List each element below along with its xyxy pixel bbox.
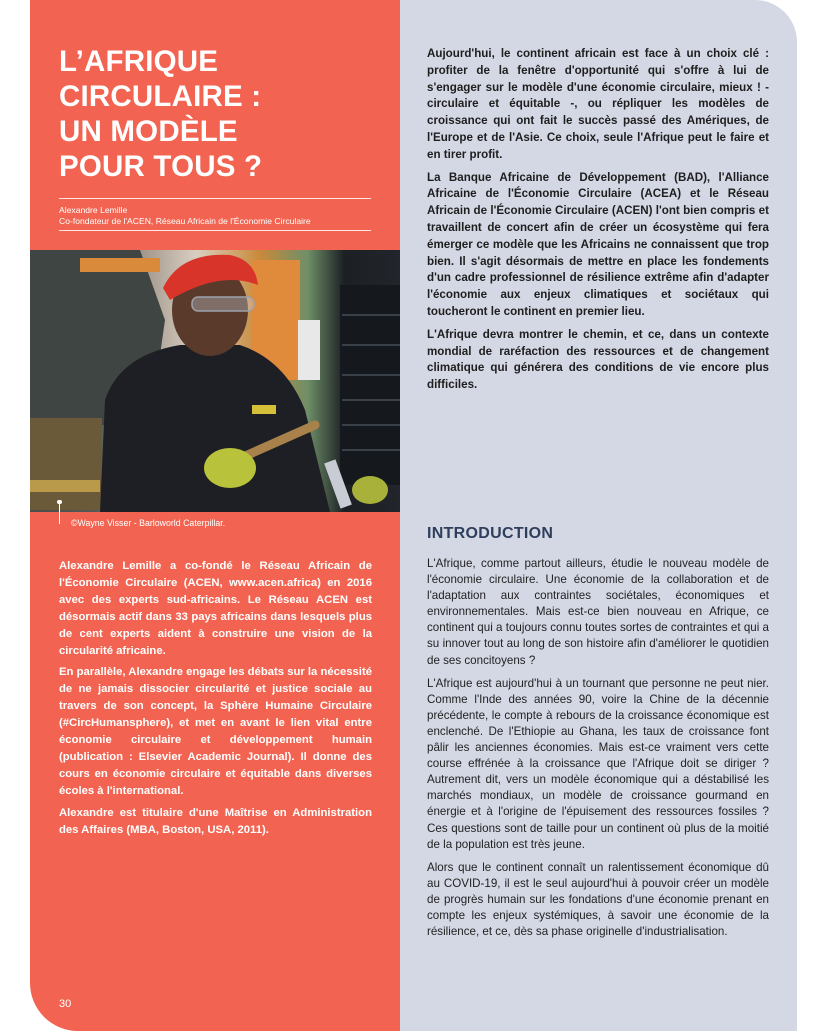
- yellow-glove: [352, 476, 388, 504]
- title-line: POUR TOUS ?: [59, 150, 263, 183]
- photo-credit: ©Wayne Visser - Barloworld Caterpillar.: [71, 518, 226, 528]
- author-bio: [59, 558, 372, 844]
- author-name: Alexandre Lemille: [59, 205, 128, 215]
- intro-paragraph: L'Afrique, comme partout ailleurs, étudie le nouveau modèle de l'économie circulaire. Une économie de la collaboration et de l'adaptation aux contraintes sociétales, économiques et environnementales. Mais est-ce bien nouveau en Afrique, ce continent qui a toujours connu toutes sortes de contraintes et qui a su innover tout au long de son histoire afin d'améliorer le quotidien de ses concitoyens ?: [427, 557, 769, 667]
- background-beam: [80, 258, 160, 272]
- author-block: [59, 205, 311, 227]
- yellow-glove: [204, 448, 256, 488]
- lead-paragraph: Aujourd'hui, le continent africain est face à un choix clé : profiter de la fenêtre d'opportunité qui s'offre à lui de s'engager sur le modèle d'une économie circulaire, mieux ! - circulaire et équitable -, ou répliquer les modèles de croissance qui ont fait le succès passé des Amériques, de l'Europe et de l'Asie. Ce choix, seule l'Afrique peut le faire et en tirer profit.: [427, 47, 769, 161]
- lead-paragraph: L'Afrique devra montrer le chemin, et ce, dans un contexte mondial de raréfaction des ressources et de changement climatique qui générera des conditions de vie encore plus difficiles.: [427, 327, 769, 392]
- right-panel: [400, 0, 797, 1031]
- machine-base: [30, 418, 102, 510]
- worker-photo: [30, 250, 400, 512]
- jacket-badge: [252, 405, 276, 414]
- title-line: CIRCULAIRE :: [59, 80, 262, 113]
- bio-paragraph: En parallèle, Alexandre engage les débats sur la nécessité de ne jamais dissocier circularité et justice sociale au travers de son concept, la Sphère Humaine Circulaire (#CircHumansphere), et met en avant le lien vital entre économie circulaire et développement humain (publication : Elsevier Academic Journal). Il donne des cours en économie circulaire et équitable dans diverses écoles à l'international.: [59, 666, 372, 797]
- section-heading-introduction: INTRODUCTION: [427, 525, 554, 542]
- lead-text: [427, 46, 769, 400]
- article-title: [59, 44, 389, 184]
- bio-paragraph: Alexandre est titulaire d'une Maîtrise en Administration des Affaires (MBA, Boston, USA, 2011).: [59, 806, 372, 836]
- page-number: 30: [59, 998, 72, 1010]
- author-role: Co-fondateur de l'ACEN, Réseau Africain de l'Économie Circulaire: [59, 216, 311, 226]
- title-line: L’AFRIQUE: [59, 45, 219, 78]
- divider: [59, 230, 371, 231]
- control-box: [298, 320, 320, 380]
- divider: [59, 198, 371, 199]
- machine-rail: [30, 480, 100, 492]
- photo-illustration: [30, 250, 400, 512]
- lead-paragraph: La Banque Africaine de Développement (BAD), l'Alliance Africaine de l'Économie Circulaire (ACEA) et le Réseau Africain de l'Économie Circulaire (ACEN) l'ont bien compris et travaillent de concert afin de créer un écosystème qui fera émerger ce modèle que les Africains ne connaissent que trop bien. Il s'agit désormais de mettre en place les fondements d'un cadre professionnel de résilience extrême afin d'adapter l'économie aux enjeux climatiques et sociétaux qui toucheront le continent en premier lieu.: [427, 170, 769, 318]
- intro-paragraph: Alors que le continent connaît un ralentissement économique dû au COVID-19, il est le seul aujourd'hui à pouvoir créer un modèle de progrès humain sur les fondations d'une économie prenant en compte les enjeux systémiques, à savoir une économie de la résilience, et ce, dès sa phase originelle d'industrialisation.: [427, 860, 769, 939]
- title-line: UN MODÈLE: [59, 115, 238, 148]
- left-panel: [30, 0, 400, 1031]
- introduction-body: [427, 556, 769, 947]
- caption-pointer-line: [59, 502, 60, 524]
- safety-glasses: [192, 297, 254, 311]
- intro-paragraph: L'Afrique est aujourd'hui à un tournant que personne ne peut nier. Comme l'Inde des années 90, voire la Chine de la décennie précédente, le compte à rebours de la croissance économique est enclenché. De l'Ethiopie au Ghana, les taux de croissance font pâlir les anciennes économies. Mais est-ce vraiment vers cette course effrénée à la croissance que l'Afrique doit se diriger ? Autrement dit, vers un modèle économique qui a déstabilisé les marchés mondiaux, un modèle de croissance gourmand en énergie et à l'origine de l'épuisement des ressources fossiles ? Ces questions sont de taille pour un continent où plus de la moitié de la population est très jeune.: [427, 676, 769, 851]
- bio-paragraph: Alexandre Lemille a co-fondé le Réseau Africain de l'Économie Circulaire (ACEN, www.acen.africa) en 2016 avec des experts sud-africains. Le Réseau ACEN est désormais actif dans 33 pays africains dans lesquels plus de cent experts aident à construire une vision de la circularité africaine.: [59, 560, 372, 657]
